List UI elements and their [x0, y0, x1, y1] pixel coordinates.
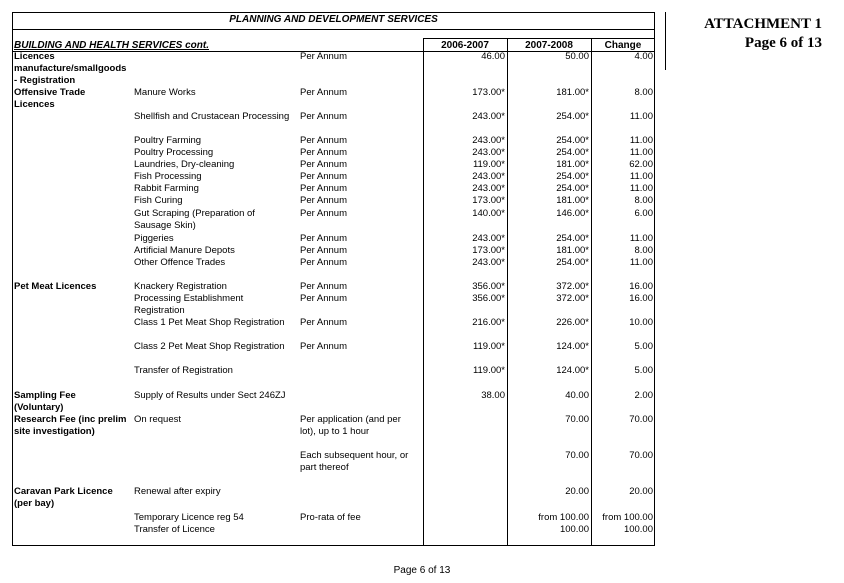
row-value-change: 8.00 — [634, 87, 653, 98]
row-value-2006-2007: 173.00* — [472, 195, 505, 206]
row-item: Manure Works — [134, 87, 196, 98]
row-unit: Per Annum — [300, 111, 347, 122]
row-unit: Per Annum — [300, 135, 347, 146]
row-value-2006-2007: 243.00* — [472, 233, 505, 244]
row-value-change: 4.00 — [634, 51, 653, 62]
row-value-2007-2008: 181.00* — [556, 195, 589, 206]
row-category: - Registration — [14, 75, 76, 86]
side-margin-rule — [665, 12, 666, 70]
attachment-page-label: Page 6 of 13 — [744, 35, 822, 51]
row-unit: Per Annum — [300, 233, 347, 244]
row-value-change: 100.00 — [623, 524, 653, 535]
row-value-change: 20.00 — [629, 486, 653, 497]
row-value-2007-2008: 124.00* — [556, 365, 589, 376]
row-item: Laundries, Dry-cleaning — [134, 159, 235, 170]
attachment-label: ATTACHMENT 1 — [704, 16, 822, 32]
row-item: Fish Processing — [134, 171, 202, 182]
row-value-2007-2008: 372.00* — [556, 281, 589, 292]
row-item: Fish Curing — [134, 195, 183, 206]
row-value-change: 11.00 — [629, 257, 653, 268]
row-value-2006-2007: 356.00* — [472, 281, 505, 292]
row-value-2007-2008: 124.00* — [556, 341, 589, 352]
section-title: BUILDING AND HEALTH SERVICES cont. — [14, 40, 210, 51]
row-value-2007-2008: 50.00 — [565, 51, 589, 62]
row-value-2006-2007: 119.00* — [472, 159, 505, 170]
row-value-2006-2007: 243.00* — [472, 147, 505, 158]
row-category: Licences — [14, 51, 55, 62]
row-value-2006-2007: 243.00* — [472, 257, 505, 268]
row-item: Transfer of Registration — [134, 365, 233, 376]
row-category: Sampling Fee — [14, 390, 76, 401]
column-divider-y2 — [507, 38, 508, 546]
row-value-change: from 100.00 — [602, 512, 653, 523]
row-value-2006-2007: 38.00 — [481, 390, 505, 401]
row-value-2006-2007: 140.00* — [472, 208, 505, 219]
row-value-change: 2.00 — [634, 390, 653, 401]
row-value-2006-2007: 119.00* — [472, 341, 505, 352]
row-value-2006-2007: 216.00* — [472, 317, 505, 328]
row-value-change: 16.00 — [629, 281, 653, 292]
row-category: Pet Meat Licences — [14, 281, 97, 292]
row-category: Licences — [14, 99, 55, 110]
row-unit: lot), up to 1 hour — [300, 426, 370, 437]
row-unit: Per Annum — [300, 171, 347, 182]
row-value-2006-2007: 119.00* — [472, 365, 505, 376]
row-category: Offensive Trade — [14, 87, 86, 98]
row-unit: Per Annum — [300, 51, 347, 62]
row-category: manufacture/smallgoods — [14, 63, 127, 74]
row-unit: Per Annum — [300, 159, 347, 170]
page-header-title: PLANNING AND DEVELOPMENT SERVICES — [229, 14, 438, 25]
row-unit: Per Annum — [300, 245, 347, 256]
row-value-2007-2008: 254.00* — [556, 171, 589, 182]
row-item: Gut Scraping (Preparation of — [134, 208, 255, 219]
row-item: Class 2 Pet Meat Shop Registration — [134, 341, 285, 352]
row-value-2006-2007: 243.00* — [472, 111, 505, 122]
row-unit: Per Annum — [300, 317, 347, 328]
row-value-2007-2008: 100.00 — [559, 524, 589, 535]
row-item: Rabbit Farming — [134, 183, 199, 194]
column-header-2007-2008: 2007-2008 — [525, 40, 573, 51]
column-header-top-rule — [423, 38, 655, 39]
row-category: Research Fee (inc prelim — [14, 414, 127, 425]
row-value-change: 11.00 — [629, 171, 653, 182]
row-item: Transfer of Licence — [134, 524, 215, 535]
row-value-change: 11.00 — [629, 111, 653, 122]
row-value-change: 62.00 — [629, 159, 653, 170]
row-value-2007-2008: 181.00* — [556, 245, 589, 256]
row-value-2006-2007: 243.00* — [472, 135, 505, 146]
row-value-2007-2008: 40.00 — [565, 390, 589, 401]
row-unit: Pro-rata of fee — [300, 512, 361, 523]
row-category: Caravan Park Licence — [14, 486, 113, 497]
row-value-change: 8.00 — [634, 195, 653, 206]
row-value-2006-2007: 243.00* — [472, 171, 505, 182]
row-value-2007-2008: 254.00* — [556, 135, 589, 146]
row-value-2007-2008: 254.00* — [556, 233, 589, 244]
row-value-2007-2008: 254.00* — [556, 111, 589, 122]
row-value-change: 5.00 — [634, 365, 653, 376]
row-item: Other Offence Trades — [134, 257, 226, 268]
row-item: Artificial Manure Depots — [134, 245, 235, 256]
row-category: (per bay) — [14, 498, 55, 509]
row-value-change: 70.00 — [629, 450, 653, 461]
row-value-change: 11.00 — [629, 183, 653, 194]
row-unit: Per Annum — [300, 208, 347, 219]
row-value-2007-2008: 181.00* — [556, 87, 589, 98]
row-unit: Per Annum — [300, 281, 347, 292]
row-unit: Per application (and per — [300, 414, 401, 425]
row-value-2007-2008: 181.00* — [556, 159, 589, 170]
row-item: Knackery Registration — [134, 281, 227, 292]
row-value-2006-2007: 243.00* — [472, 183, 505, 194]
row-unit: Per Annum — [300, 257, 347, 268]
row-item: Poultry Processing — [134, 147, 214, 158]
row-category: (Voluntary) — [14, 402, 64, 413]
row-item: Sausage Skin) — [134, 220, 196, 231]
row-value-2007-2008: 70.00 — [565, 450, 589, 461]
row-value-change: 11.00 — [629, 233, 653, 244]
row-value-change: 11.00 — [629, 135, 653, 146]
row-item: Piggeries — [134, 233, 174, 244]
row-value-change: 6.00 — [634, 208, 653, 219]
row-item: Processing Establishment — [134, 293, 244, 304]
row-item: Poultry Farming — [134, 135, 202, 146]
row-unit: Each subsequent hour, or — [300, 450, 409, 461]
row-item: Class 1 Pet Meat Shop Registration — [134, 317, 285, 328]
row-value-change: 70.00 — [629, 414, 653, 425]
row-value-change: 11.00 — [629, 147, 653, 158]
row-value-2006-2007: 173.00* — [472, 245, 505, 256]
row-unit: Per Annum — [300, 293, 347, 304]
row-category: site investigation) — [14, 426, 95, 437]
row-value-2007-2008: from 100.00 — [538, 512, 589, 523]
row-value-change: 16.00 — [629, 293, 653, 304]
row-unit: Per Annum — [300, 87, 347, 98]
row-value-2007-2008: 20.00 — [565, 486, 589, 497]
row-value-change: 5.00 — [634, 341, 653, 352]
row-value-2007-2008: 254.00* — [556, 257, 589, 268]
column-divider-y1 — [423, 38, 424, 546]
row-unit: Per Annum — [300, 341, 347, 352]
row-unit: part thereof — [300, 462, 349, 473]
row-unit: Per Annum — [300, 183, 347, 194]
row-item: On request — [134, 414, 181, 425]
row-value-change: 8.00 — [634, 245, 653, 256]
row-value-2007-2008: 372.00* — [556, 293, 589, 304]
row-value-2007-2008: 254.00* — [556, 147, 589, 158]
row-value-2006-2007: 173.00* — [472, 87, 505, 98]
row-item: Shellfish and Crustacean Processing — [134, 111, 290, 122]
column-divider-change — [591, 38, 592, 546]
row-item: Supply of Results under Sect 246ZJ — [134, 390, 286, 401]
row-value-2007-2008: 146.00* — [556, 208, 589, 219]
row-value-2007-2008: 70.00 — [565, 414, 589, 425]
row-item: Renewal after expiry — [134, 486, 221, 497]
row-value-change: 10.00 — [629, 317, 653, 328]
row-item: Registration — [134, 305, 185, 316]
row-value-2007-2008: 254.00* — [556, 183, 589, 194]
header-rule — [12, 29, 655, 30]
row-value-2006-2007: 356.00* — [472, 293, 505, 304]
column-header-change: Change — [604, 40, 642, 51]
column-header-2006-2007: 2006-2007 — [441, 40, 489, 51]
row-value-2006-2007: 46.00 — [481, 51, 505, 62]
row-value-2007-2008: 226.00* — [556, 317, 589, 328]
row-item: Temporary Licence reg 54 — [134, 512, 244, 523]
page-footer: Page 6 of 13 — [393, 565, 451, 576]
row-unit: Per Annum — [300, 195, 347, 206]
row-unit: Per Annum — [300, 147, 347, 158]
